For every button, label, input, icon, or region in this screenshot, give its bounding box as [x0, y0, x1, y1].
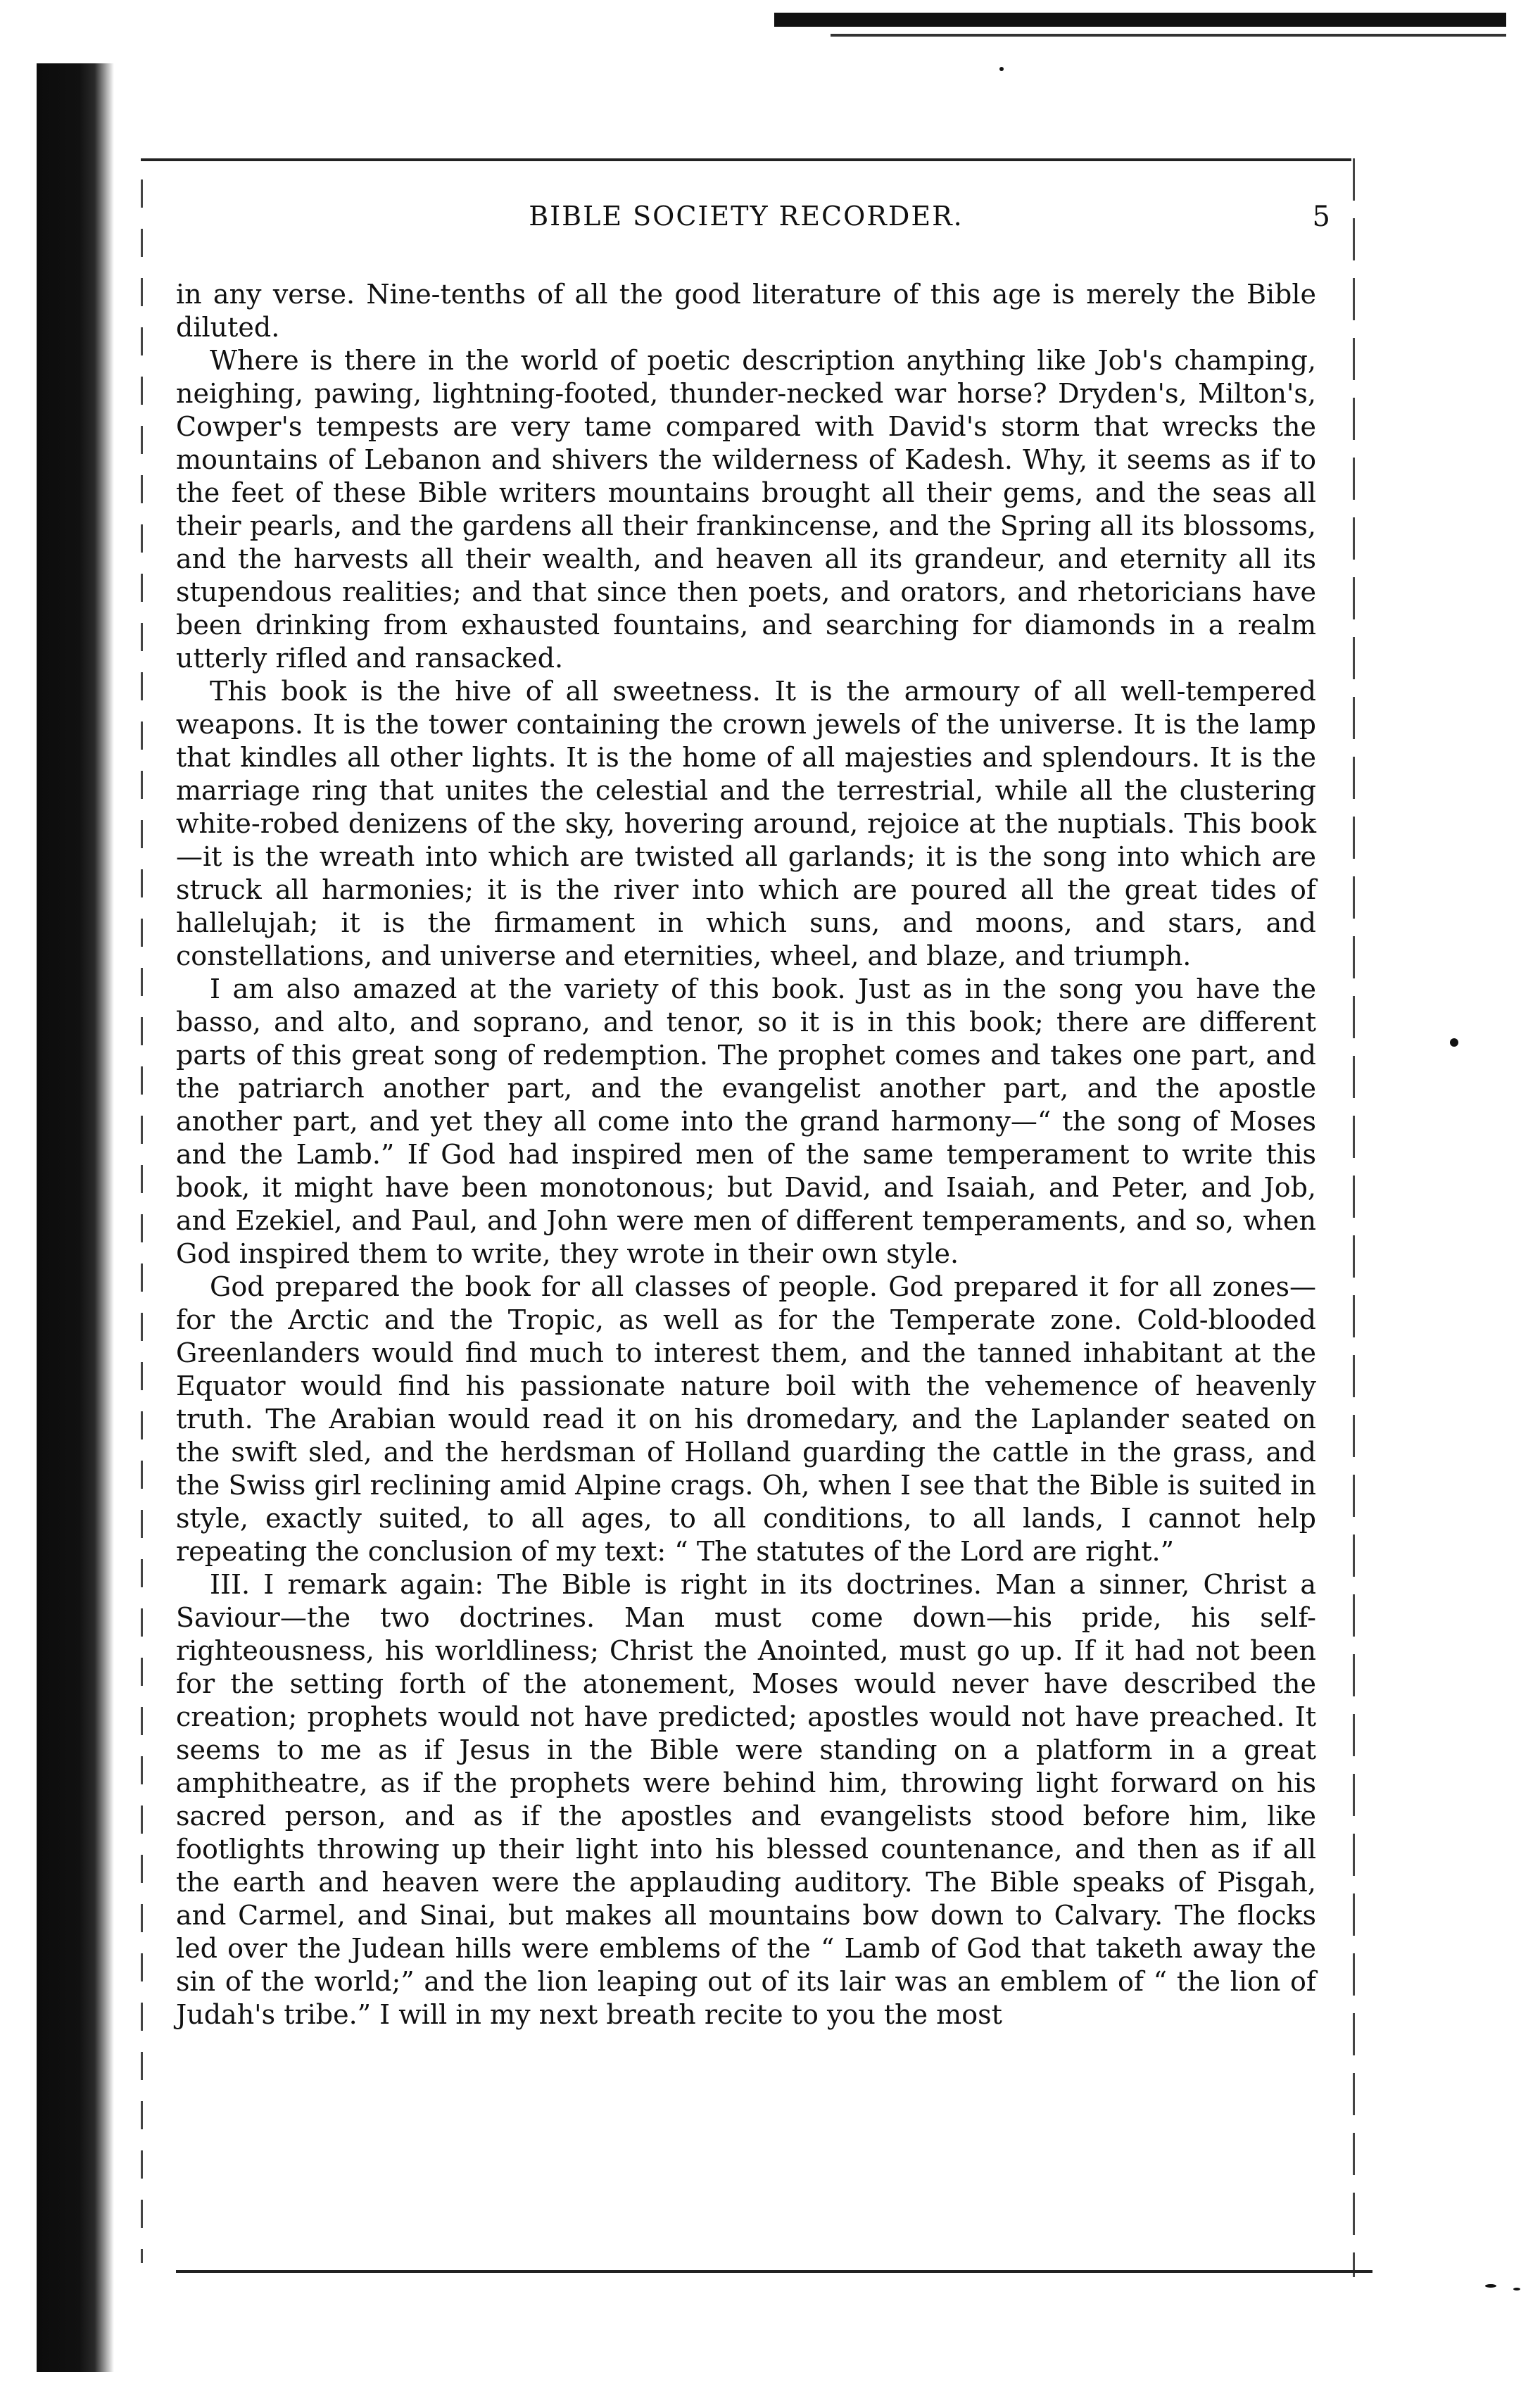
page-frame-right: [1353, 158, 1355, 2277]
page-header: [141, 201, 1351, 243]
scan-speck: [1513, 2288, 1520, 2290]
paragraph: This book is the hive of all sweetness. It is the armoury of all well-tempered weapons. It is the tower containing the crown jewels of the universe. It is the lamp that kindles all other lights. It is the home of all majesties and splendours. It is the marriage ring that unites the celestial and the terrestrial, while all the clustering white-robed denizens of the sky, hovering around, rejoice at the nuptials. This book—it is the wreath into which are twisted all garlands; it is the song into which are struck all harmonies; it is the river into which are poured all the great tides of hallelujah; it is the firmament in which suns, and moons, and stars, and constellations, and universe and eternities, wheel, and blaze, and triumph.: [176, 676, 1316, 971]
top-scan-rule: [774, 13, 1506, 27]
paragraph: God prepared the book for all classes of people. God prepared it for all zones—for the Arctic and the Tropic, as well as for the Temperate zone. Cold-blooded Greenlanders would find much to interest them, and the tanned inhabitant at the Equator would find his passionate nature boil with the vehemence of heavenly truth. The Arabian would read it on his dromedary, and the Laplander seated on the swift sled, and the herdsman of Holland guarding the cattle in the grass, and the Swiss girl reclining amid Alpine crags. Oh, when I see that the Bible is suited in style, exactly suited, to all ages, to all conditions, to all lands, I cannot help repeating the conclusion of my text: “ The statutes of the Lord are right.”: [176, 1271, 1316, 1567]
page-frame-left: [141, 179, 143, 2263]
page-frame-bottom: [176, 2270, 1372, 2273]
page: [141, 158, 1351, 2277]
article-body: [176, 278, 1316, 2031]
top-scan-rule-thin: [831, 34, 1506, 37]
paragraph: Where is there in the world of poetic description anything like Job's champing, neighing, pawing, lightning-footed, thunder-necked war horse? Dryden's, Milton's, Cowper's tempests are very tame compared with David's storm that wrecks the mountains of Lebanon and shivers the wilderness of Kadesh. Why, it seems as if to the feet of these Bible writers mountains brought all their gems, and the seas all their pearls, and the gardens all their frankincense, and the Spring all its blossoms, and the harvests all their wealth, and heaven all its grandeur, and eternity all its stupendous realities; and that since then poets, and orators, and rhetoricians have been drinking from exhausted fountains, and searching for diamonds in a realm utterly rifled and ransacked.: [176, 345, 1316, 674]
paragraph: in any verse. Nine-tenths of all the good literature of this age is merely the Bible diluted.: [176, 279, 1316, 343]
page-number: 5: [1312, 201, 1330, 233]
scan-speck: [1485, 2284, 1496, 2288]
paragraph: III. I remark again: The Bible is right in its doctrines. Man a sinner, Christ a Saviour—the two doctrines. Man must come down—his pride, his self-righteousness, his worldliness; Christ the Anointed, must go up. If it had not been for the setting forth of the atonement, Moses would never have described the creation; prophets would not have predicted; apostles would not have preached. It seems to me as if Jesus in the Bible were standing on a platform in a great amphitheatre, as if the prophets were behind him, throwing light forward on his sacred person, and as if the apostles and evangelists stood before him, like footlights throwing up their light into his blessed countenance, and then as if all the earth and heaven were the applauding auditory. The Bible speaks of Pisgah, and Carmel, and Sinai, but makes all mountains bow down to Calvary. The flocks led over the Judean hills were emblems of the “ Lamb of God that taketh away the sin of the world;” and the lion leaping out of its lair was an emblem of “ the lion of Judah's tribe.” I will in my next breath recite to you the most: [176, 1569, 1316, 2030]
page-frame-top: [141, 158, 1351, 161]
scan-binding-edge: [37, 63, 114, 2372]
scan-speck: [1450, 1038, 1458, 1047]
scan-speck: [999, 67, 1004, 71]
running-title: BIBLE SOCIETY RECORDER.: [529, 201, 964, 232]
paragraph: I am also amazed at the variety of this book. Just as in the song you have the basso, and alto, and soprano, and tenor, so it is in this book; there are different parts of this great song of redemption. The prophet comes and takes one part, and the patriarch another part, and the evangelist another part, and the apostle another part, and yet they all come into the grand harmony—“ the song of Moses and the Lamb.” If God had inspired men of the same temperament to write this book, it might have been monotonous; but David, and Isaiah, and Peter, and Job, and Ezekiel, and Paul, and John were men of different temperaments, and so, when God inspired them to write, they wrote in their own style.: [176, 973, 1316, 1269]
